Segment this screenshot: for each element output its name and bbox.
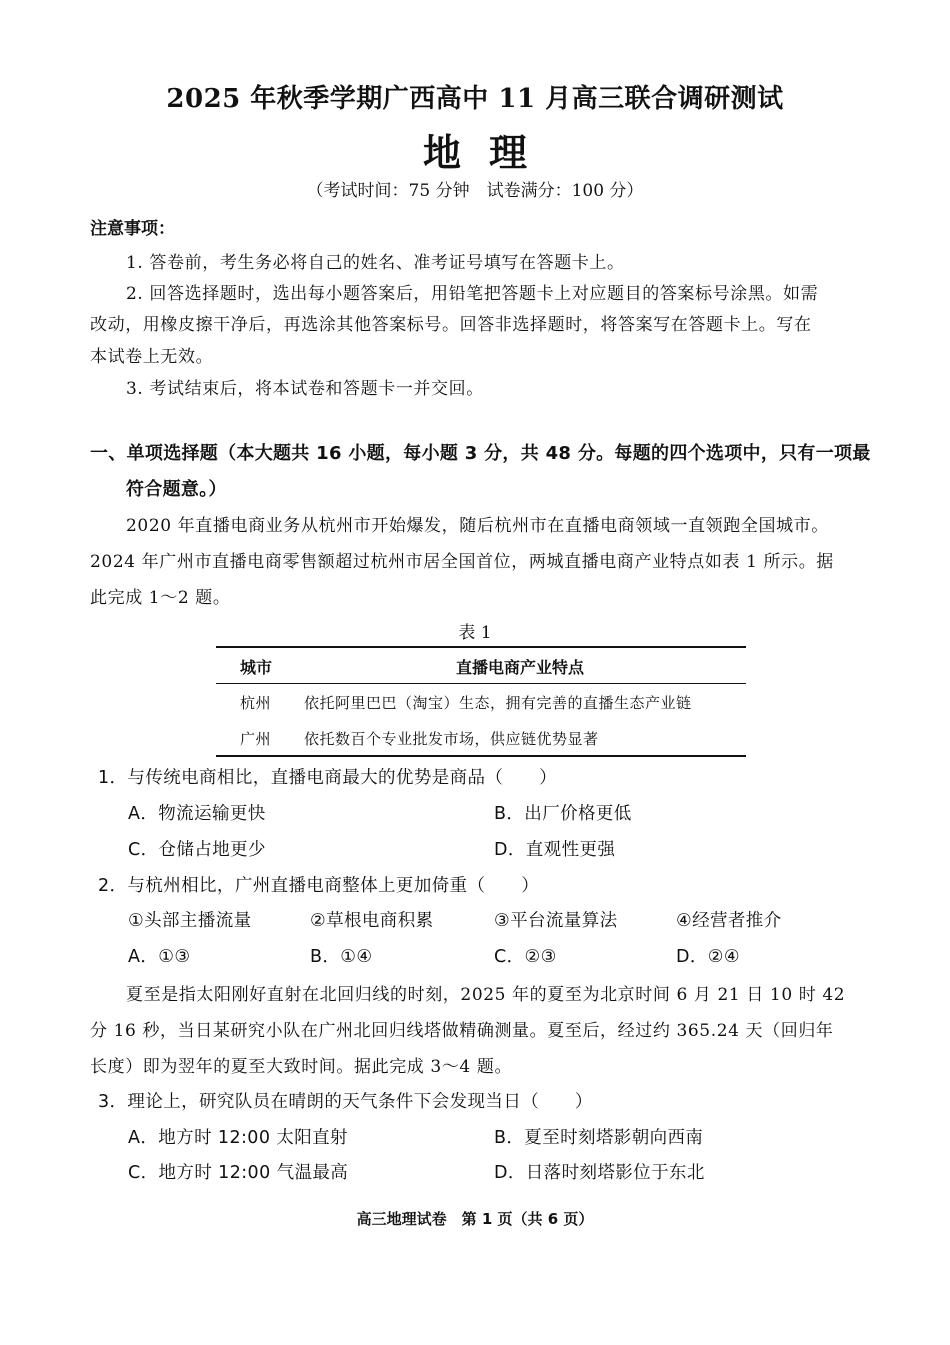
question-3-stem: 3．理论上，研究队员在晴朗的天气条件下会发现当日（ ） xyxy=(98,1092,593,1112)
exam-title: 2025 年秋季学期广西高中 11 月高三联合调研测试 xyxy=(166,84,784,114)
q3-option-b: B．夏至时刻塔影朝向西南 xyxy=(494,1128,704,1148)
q2-option-a: A．①③ xyxy=(128,947,191,967)
q3-option-d: D．日落时刻塔影位于东北 xyxy=(494,1163,705,1183)
table-cell-feature: 依托阿里巴巴（淘宝）生态，拥有完善的直播生态产业链 xyxy=(304,694,692,712)
q3-option-a: A．地方时 12:00 太阳直射 xyxy=(128,1128,348,1148)
notice-line: 改动，用橡皮擦干净后，再选涂其他答案标号。回答非选择题时，将答案写在答题卡上。写在 xyxy=(90,315,812,335)
q2-item-4: ④经营者推介 xyxy=(676,911,782,931)
notice-heading: 注意事项： xyxy=(90,219,175,239)
passage-line: 此完成 1～2 题。 xyxy=(90,588,231,608)
notice-line: 本试卷上无效。 xyxy=(90,347,214,367)
q1-option-c: C．仓储占地更少 xyxy=(128,840,266,860)
passage-line: 长度）即为翌年的夏至大致时间。据此完成 3～4 题。 xyxy=(90,1057,513,1077)
q2-item-2: ②草根电商积累 xyxy=(310,911,434,931)
q1-option-a: A．物流运输更快 xyxy=(128,804,266,824)
q1-option-b: B．出厂价格更低 xyxy=(494,804,632,824)
table-cell-feature: 依托数百个专业批发市场，供应链优势显著 xyxy=(304,730,599,748)
q2-item-3: ③平台流量算法 xyxy=(494,911,618,931)
notice-line: 1. 答卷前，考生务必将自己的姓名、准考证号填写在答题卡上。 xyxy=(126,253,625,273)
q3-option-c: C．地方时 12:00 气温最高 xyxy=(128,1163,349,1183)
table-bottom-rule xyxy=(216,755,746,757)
section-heading: 一、单项选择题（本大题共 16 小题，每小题 3 分，共 48 分。每题的四个选项中，只有一项最 xyxy=(90,443,871,464)
section-heading-cont: 符合题意。） xyxy=(126,479,227,500)
exam-info: （考试时间：75 分钟 试卷满分：100 分） xyxy=(306,181,644,201)
table-header-feature: 直播电商产业特点 xyxy=(456,658,585,677)
table-cell-city: 杭州 xyxy=(240,694,272,712)
table-header-city: 城市 xyxy=(240,658,273,677)
notice-line: 2. 回答选择题时，选出每小题答案后，用铅笔把答题卡上对应题目的答案标号涂黑。如需 xyxy=(126,284,819,304)
table-header-rule xyxy=(216,683,746,684)
page-footer: 高三地理试卷 第 1 页（共 6 页） xyxy=(356,1210,594,1228)
q2-option-d: D．②④ xyxy=(676,947,740,967)
table-cell-city: 广州 xyxy=(240,730,272,748)
q2-item-1: ①头部主播流量 xyxy=(128,911,252,931)
passage-line: 夏至是指太阳刚好直射在北回归线的时刻，2025 年的夏至为北京时间 6 月 21 日 10 时 42 xyxy=(126,985,846,1005)
question-1-stem: 1．与传统电商相比，直播电商最大的优势是商品（ ） xyxy=(98,768,558,788)
q2-option-c: C．②③ xyxy=(494,947,557,967)
passage-line: 2024 年广州市直播电商零售额超过杭州市居全国首位，两城直播电商产业特点如表 1 所示。据 xyxy=(90,552,834,572)
table-caption: 表 1 xyxy=(458,623,492,643)
notice-line: 3. 考试结束后，将本试卷和答题卡一并交回。 xyxy=(126,379,484,399)
subject-title: 地理 xyxy=(422,130,555,175)
passage-line: 分 16 秒，当日某研究小队在广州北回归线塔做精确测量。夏至后，经过约 365.24 天（回归年 xyxy=(90,1021,834,1041)
q1-option-d: D．直观性更强 xyxy=(494,840,616,860)
table-top-rule xyxy=(216,646,746,648)
question-2-stem: 2．与杭州相比，广州直播电商整体上更加倚重（ ） xyxy=(98,876,540,896)
passage-line: 2020 年直播电商业务从杭州市开始爆发，随后杭州市在直播电商领域一直领跑全国城市。 xyxy=(126,516,829,536)
q2-option-b: B．①④ xyxy=(310,947,373,967)
